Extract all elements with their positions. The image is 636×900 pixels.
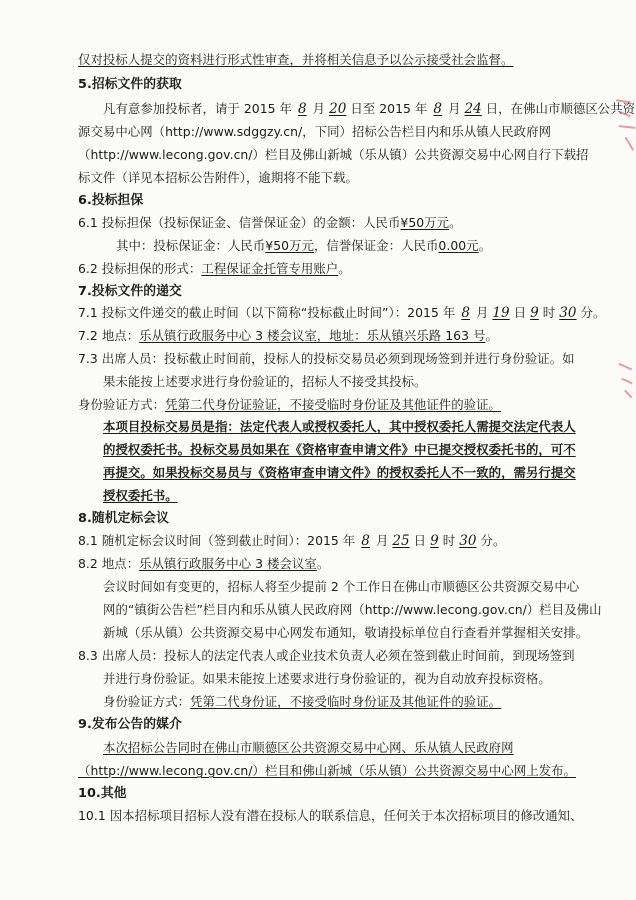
text-span: 。 [449, 215, 462, 230]
text-line: 仅对投标人提交的资料进行形式性审查，并将相关信息予以公示接受社会监督。 [78, 52, 514, 67]
text-span: 7.2 地点： [78, 328, 140, 343]
text-span: 。 [478, 238, 492, 253]
text-span: ，信誉保证金：人民币 [313, 238, 439, 253]
handwritten-month: 8 [433, 101, 443, 117]
text-line [116, 238, 491, 254]
text-span: 身份验证方式： [78, 397, 166, 412]
red-stamp-mark [616, 359, 636, 405]
stamp-fragment-icon [616, 359, 636, 401]
section-heading-5: 5.招标文件的获取 [78, 77, 182, 92]
text-span: 月 [312, 101, 326, 116]
text-line [103, 694, 501, 710]
credit-deposit-amount: 0.00元 [438, 238, 479, 253]
handwritten-minute: 30 [459, 533, 477, 549]
submission-location: 乐从镇行政服务中心 3 楼会议室，地址：乐从镇兴乐路 163 号 [139, 328, 486, 343]
text-line: 再提交。如果投标交易员与《资格审查申请文件》的授权委托人不一致的，需另行提交 [103, 465, 576, 480]
text-line: 标文件（详见本招标公告附件），逾期将不能下载。 [78, 170, 358, 185]
section-heading-9: 9.发布公告的媒介 [78, 717, 182, 732]
handwritten-month: 8 [461, 305, 470, 321]
text-span: 日至 2015 年 [350, 101, 428, 116]
text-line [78, 328, 498, 344]
text-span: 。 [316, 556, 330, 571]
text-line: 本次招标公告同时在佛山市顺德区公共资源交易中心网、乐从镇人民政府网 [103, 740, 514, 755]
text-line: 新城（乐从镇）公共资源交易中心网发布通知，敬请投标单位自行查看并掌握相关安排。 [103, 625, 589, 640]
text-span: 7.1 投标文件递交的截止时间（以下简称“投标截止时间”）：2015 年 [78, 305, 456, 320]
text-span: 6.1 投标担保（投标保证金、信誉保证金）的金额：人民币 [78, 215, 401, 230]
text-line [78, 215, 462, 231]
text-line [103, 101, 635, 117]
handwritten-hour: 9 [530, 305, 539, 321]
text-line [78, 261, 351, 277]
text-line: 10.1 因本招标项目招标人没有潜在投标人的联系信息，任何关于本次招标项目的修改通知、 [78, 808, 583, 823]
text-line: 本项目投标交易员是指：法定代表人或授权委托人，其中授权委托人需提交法定代表人 [103, 419, 576, 434]
handwritten-month: 8 [361, 533, 370, 549]
text-span: 日 [413, 533, 427, 548]
text-line: 8.3 出席人员：投标人的法定代表人或企业技术负责人必须在签到截止时间前，到现场签到 [78, 648, 575, 663]
id-verification-method: 凭第二代身份证，不接受临时身份证及其他证件的验证。 [190, 694, 502, 709]
text-line: 果未能按上述要求进行身份验证的，招标人不接受其投标。 [103, 374, 427, 389]
text-span: 其中：投标保证金：人民币 [116, 238, 266, 253]
text-span: 月 [448, 101, 461, 116]
handwritten-hour: 9 [430, 533, 439, 549]
text-span: 日 [513, 305, 527, 320]
guarantee-form: 工程保证金托管专用账户 [201, 261, 339, 276]
text-line [78, 397, 501, 413]
text-line: 授权委托书。 [103, 488, 178, 503]
text-line: （http://www.lecong.gov.cn/）栏目和佛山新城（乐从镇）公共资源交易中心网上发布。 [78, 763, 577, 778]
section-heading-10: 10.其他 [78, 786, 127, 801]
handwritten-minute: 30 [559, 305, 577, 321]
section-heading-7: 7.投标文件的递交 [78, 284, 182, 299]
text-span: 时 [442, 533, 456, 548]
text-span: 身份验证方式： [103, 694, 191, 709]
text-line: （http://www.lecong.gov.cn/）栏目及佛山新城（乐从镇）公共资源交易中心网自行下载招 [78, 147, 589, 162]
text-span: 8.2 地点： [78, 556, 140, 571]
text-line: 7.3 出席人员：投标截止时间前，投标人的投标交易员必须到现场签到并进行身份验证。如 [78, 351, 575, 366]
text-span: 6.2 投标担保的形式： [78, 261, 202, 276]
text-span: 8.1 随机定标会议时间（签到截止时间）：2015 年 [78, 533, 356, 548]
text-line [78, 305, 605, 321]
text-span: 凡有意参加投标者，请于 2015 年 [103, 101, 292, 116]
text-span: 。 [485, 328, 498, 343]
text-span: 分。 [480, 533, 506, 548]
text-span: 时 [542, 305, 556, 320]
text-line: 源交易中心网（http://www.sdggzy.cn/，下同）招标公告栏目内和乐从镇人民政府网 [78, 124, 552, 139]
red-stamp-mark [612, 94, 636, 160]
handwritten-day: 20 [329, 101, 347, 117]
meeting-location: 乐从镇行政服务中心 3 楼会议室 [139, 556, 317, 571]
text-line: 会议时间如有变更的，招标人将至少提前 2 个工作日在佛山市顺德区公共资源交易中心 [103, 579, 580, 594]
text-line: 网的“镇街公告栏”栏目内和乐从镇人民政府网（http://www.lecong.gov.cn/）栏目及佛山 [103, 602, 602, 617]
id-verification-method: 凭第二代身份证验证，不接受临时身份证及其他证件的验证。 [165, 397, 501, 412]
text-span: 分。 [580, 305, 606, 320]
handwritten-day: 19 [492, 305, 510, 321]
text-line [78, 556, 329, 572]
deposit-amount: ¥50万元 [400, 215, 450, 230]
text-span: 日，在佛山市顺德区公共资 [485, 101, 636, 116]
handwritten-month: 8 [298, 101, 307, 117]
text-span: 月 [375, 533, 389, 548]
stamp-fragment-icon [612, 94, 636, 156]
text-line [78, 533, 505, 549]
text-line: 并进行身份验证。如果未能按上述要求进行身份验证的，视为自动放弃投标资格。 [103, 671, 551, 686]
handwritten-day: 24 [464, 101, 482, 117]
text-span: 月 [475, 305, 489, 320]
bid-deposit-amount: ¥50万元 [265, 238, 314, 253]
text-span: 。 [338, 261, 351, 276]
text-line: 的授权委托书。投标交易员如果在《资格审查申请文件》中已提交授权委托书的，可不 [103, 442, 576, 457]
handwritten-day: 25 [392, 533, 410, 549]
section-heading-8: 8.随机定标会议 [78, 511, 169, 526]
section-heading-6: 6.投标担保 [78, 193, 144, 208]
